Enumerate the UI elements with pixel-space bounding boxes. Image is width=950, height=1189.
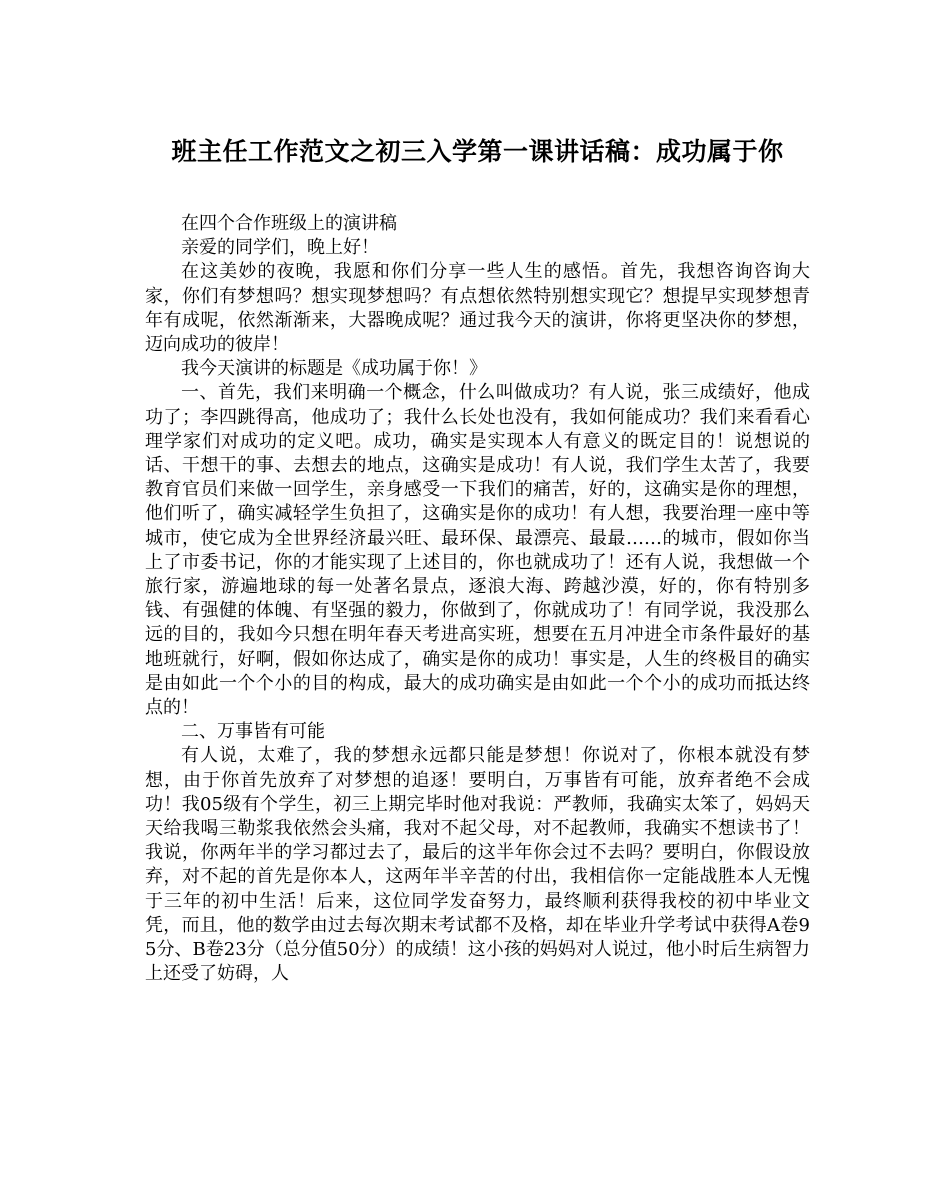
paragraph-section-one: 一、首先，我们来明确一个概念，什么叫做成功？有人说，张三成绩好，他成功了；李四跳得高，他成功了；我什么长处也没有，我如何能成功？我们来看看心理学家们对成功的定义吧。成功，确实是实现本人有意义的既定目的！说想说的话、干想干的事、去想去的地点，这确实是成功！有人说，我们学生太苦了，我要教育官员们来做一回学生，亲身感受一下我们的痛苦，好的，这确实是你的理想，他们听了，确实减轻学生负担了，这确实是你的成功！有人想，我要治理一座中等城市，使它成为全世界经济最兴旺、最环保、最漂亮、最最……的城市，假如你当上了市委书记，你的才能实现了上述目的，你也就成功了！还有人说，我想做一个旅行家，游遍地球的每一处著名景点，逐浪大海、跨越沙漠，好的，你有特别多钱、有强健的体魄、有坚强的毅力，你做到了，你就成功了！有同学说，我没那么远的目的，我如今只想在明年春天考进高实班，想要在五月冲进全市条件最好的基地班就行，好啊，假如你达成了，确实是你的成功！事实是，人生的终极目的确实是由如此一个个小的目的构成，最大的成功确实是由如此一个个小的成功而抵达终点的！ <box>145 382 810 719</box>
paragraph-section-two: 有人说，太难了，我的梦想永远都只能是梦想！你说对了，你根本就没有梦想，由于你首先放弃了对梦想的追逐！要明白，万事皆有可能，放弃者绝不会成功！我05级有个学生，初三上期完毕时他对我说：严教师，我确实太笨了，妈妈天天给我喝三勒浆我依然会头痛，我对不起父母，对不起教师，我确实不想读书了！我说，你两年半的学习都过去了，最后的这半年你会过不去吗？要明白，你假设放弃，对不起的首先是你本人，这两年半辛苦的付出，我相信你一定能战胜本人无愧于三年的初中生活！后来，这位同学发奋努力，最终顺利获得我校的初中毕业文凭，而且，他的数学由过去每次期末考试都不及格，却在毕业升学考试中获得A卷95分、B卷23分（总分值50分）的成绩！这小孩的妈妈对人说过，他小时后生病智力上还受了妨碍，人 <box>145 745 810 985</box>
paragraph-subtitle: 在四个合作班级上的演讲稿 <box>181 213 397 234</box>
document-body <box>145 212 810 987</box>
document-title: 班主任工作范文之初三入学第一课讲话稿：成功属于你 <box>171 137 784 166</box>
paragraph-speech-title: 我今天演讲的标题是《成功属于你！》 <box>181 358 487 380</box>
section-heading-two: 二、万事皆有可能 <box>181 721 325 743</box>
paragraph-intro: 在这美妙的夜晚，我愿和你们分享一些人生的感悟。首先，我想咨询咨询大家，你们有梦想吗？想实现梦想吗？有点想依然特别想实现它？想提早实现梦想青年有成呢，依然渐渐来，大器晚成呢？通过我今天的演讲，你将更坚决你的梦想，迈向成功的彼岸！ <box>145 261 810 356</box>
paragraph-greeting: 亲爱的同学们，晚上好！ <box>181 237 379 259</box>
